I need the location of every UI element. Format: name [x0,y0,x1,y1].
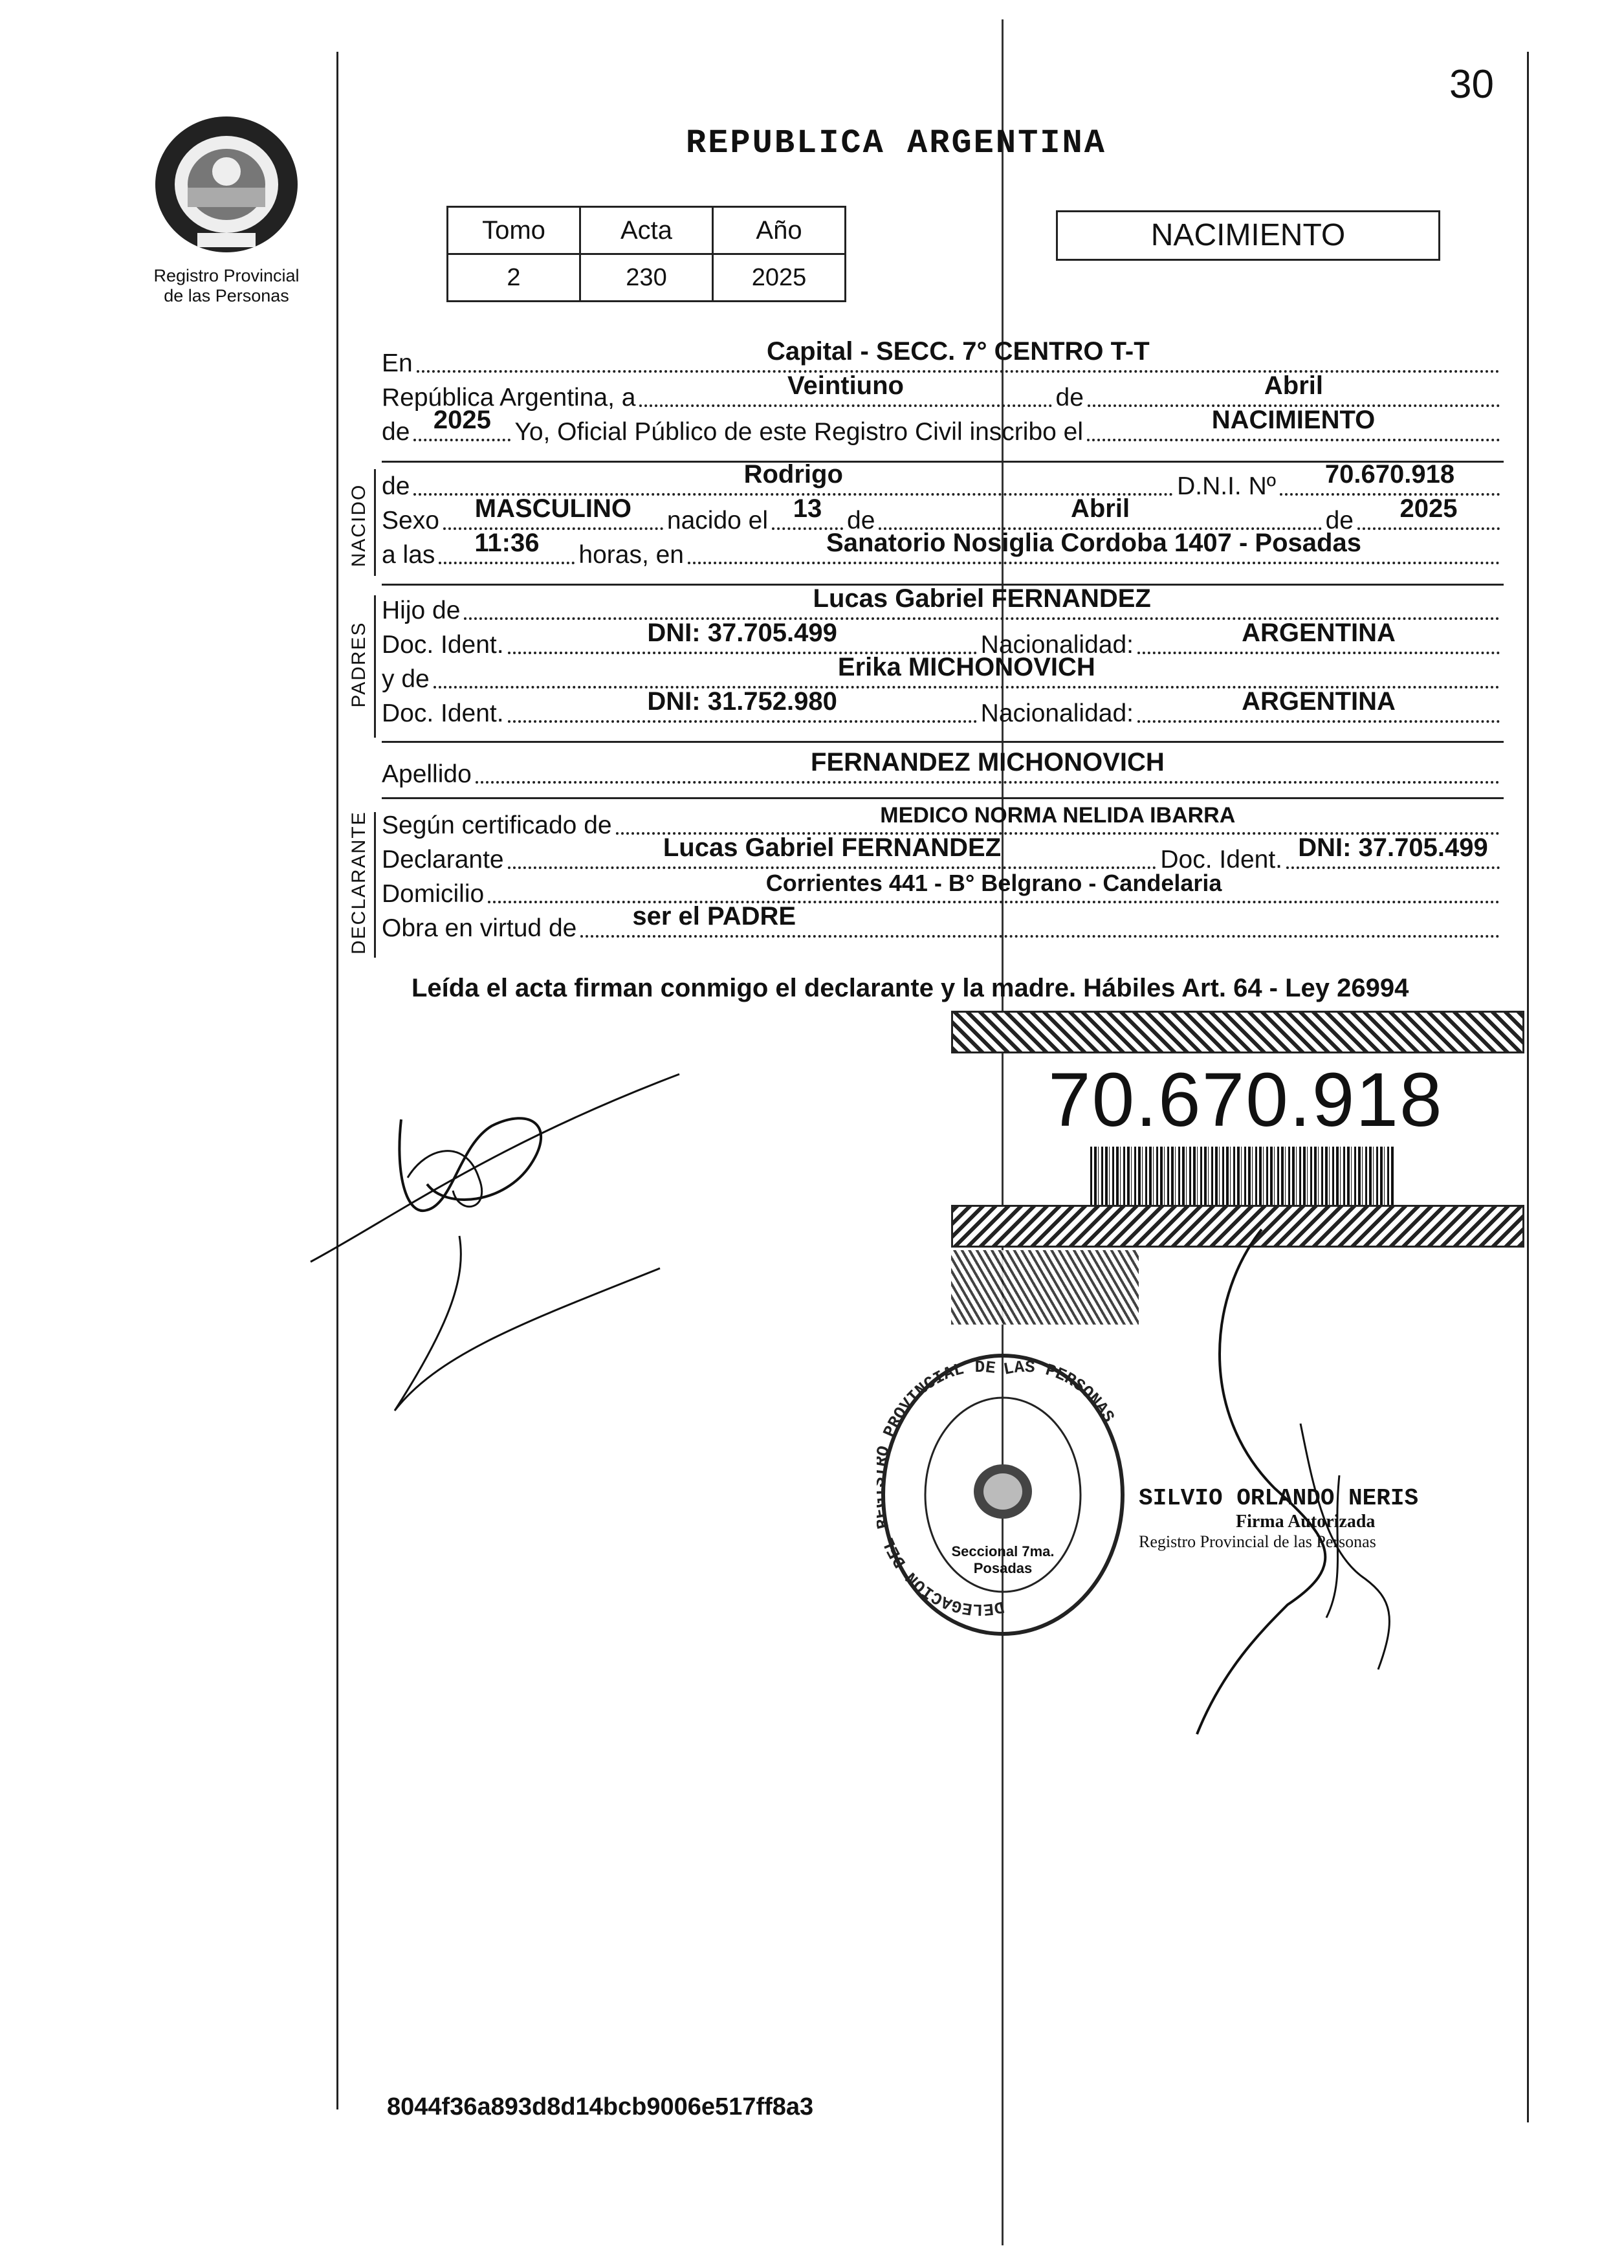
father-nac-label: Nacionalidad: [980,631,1134,659]
event-value: NACIMIENTO [1211,406,1376,434]
cert-value: MEDICO NORMA NELIDA IBARRA [880,803,1236,828]
mother-doc-label: Doc. Ident. [382,699,504,727]
mother-nac-value: ARGENTINA [1242,687,1396,716]
table-value-ano: 2025 [713,254,846,302]
section-label-declarante: DECLARANTE [348,811,369,954]
declarante-bracket [374,812,376,958]
logo-caption-line2: de las Personas [164,286,289,305]
de-label: de [1055,384,1084,412]
dni-value: 70.670.918 [1324,460,1455,489]
table-header-acta: Acta [580,207,713,254]
sticker-pattern-top [951,1011,1524,1053]
sexo-label: Sexo [382,507,439,534]
logo [129,110,324,306]
place-value: Capital - SECC. 7° CENTRO T-T [767,337,1150,366]
official-stamp [877,1349,1129,1640]
intro-line-oficial [382,406,1504,446]
barcode-icon [1090,1147,1394,1208]
padres-line-mother-doc [382,687,1504,728]
en-label: En [382,349,413,377]
birth-year-value: 2025 [1399,494,1458,523]
father-doc-label: Doc. Ident. [382,631,504,659]
dni-label: D.N.I. Nº [1177,472,1276,500]
table-header-tomo: Tomo [448,207,580,254]
sexo-value: MASCULINO [474,494,632,523]
father-nac-value: ARGENTINA [1242,619,1396,647]
obra-label: Obra en virtud de [382,914,577,942]
name-value: Rodrigo [743,460,843,489]
declarante-line-name [382,833,1504,874]
yde-label: y de [382,665,430,693]
table-value-acta: 230 [580,254,713,302]
document-hash: 8044f36a893d8d14bcb9006e517ff8a3 [387,2093,814,2120]
cert-label: Según certificado de [382,811,612,839]
nacido-el-label: nacido el [666,507,769,534]
signatory-office: Registro Provincial de las Personas [1139,1532,1376,1551]
signatory-role: Firma Autorizada [1236,1512,1376,1532]
oficial-text: Yo, Oficial Público de este Registro Civil inscribo el [514,418,1084,446]
horas-label: horas, en [578,541,684,569]
father-doc-value: DNI: 37.705.499 [647,619,837,647]
day-value: Veintiuno [787,371,904,400]
mother-nac-label: Nacionalidad: [980,699,1134,727]
provincial-seal-icon [152,110,301,259]
apellido-label: Apellido [382,760,472,788]
signatory-block [1139,1485,1418,1552]
closing-text: Leída el acta firman conmigo el declarante y la madre. Hábiles Art. 64 - Ley 26994 [411,974,1409,1002]
alas-label: a las [382,541,435,569]
mother-value: Erika MICHONOVICH [837,653,1095,681]
logo-caption-line1: Registro Provincial [153,266,300,285]
decl-doc-value: DNI: 37.705.499 [1298,833,1488,862]
apellido-line [382,748,1504,789]
republica-label: República Argentina, a [382,384,636,412]
stamp-inner-text: Seccional 7ma. Posadas [951,1543,1055,1576]
record-table [446,206,846,302]
signatory-name: SILVIO ORLANDO NERIS [1139,1485,1419,1512]
time-value: 11:36 [474,529,540,557]
decl-doc-label: Doc. Ident. [1160,846,1282,874]
rule-4 [382,797,1504,799]
nacido-de-label: de [382,472,410,500]
sticker-pattern-tail [951,1250,1139,1325]
signature-declarante [298,1048,699,1449]
sticker-number: 70.670.918 [1048,1057,1443,1143]
obra-value: ser el PADRE [632,902,796,930]
mother-doc-value: DNI: 31.752.980 [647,687,837,716]
birth-day-value: 13 [793,494,822,523]
rule-3 [382,741,1504,743]
stamp-ring-text: DELEGACION DEL PROVINCIAL DE LAS PERSONAS [879,1357,1119,1620]
nacido-line-time [382,529,1504,569]
decl-name-value: Lucas Gabriel FERNANDEZ [663,833,1002,862]
right-margin-line [1527,52,1529,2122]
declarante-line-domicilio [382,870,1504,908]
birth-month-value: Abril [1070,494,1130,523]
apellido-value: FERNANDEZ MICHONOVICH [811,748,1165,776]
decl-label: Declarante [382,846,504,874]
birth-place-value: Sanatorio Nosiglia Cordoba 1407 - Posadas [826,529,1361,557]
table-header-ano: Año [713,207,846,254]
year-value: 2025 [433,406,491,434]
de2-label: de [382,418,410,446]
hijo-label: Hijo de [382,597,461,624]
page-number: 30 [1449,62,1494,107]
doc-type-box: NACIMIENTO [1056,210,1440,261]
table-value-tomo: 2 [448,254,580,302]
padres-bracket [374,595,376,738]
dom-label: Domicilio [382,880,485,908]
nacido-de-label3: de [1325,507,1354,534]
domicilio-value: Corrientes 441 - B° Belgrano - Candelaria [765,870,1222,896]
section-label-padres: PADRES [348,621,369,708]
page-title: REPUBLICA ARGENTINA [686,124,1106,162]
coat-of-arms-icon [971,1459,1035,1524]
intro-line-en [382,337,1504,378]
section-label-nacido: NACIDO [348,483,369,567]
nacido-de-label2: de [847,507,875,534]
nacido-bracket [374,469,376,576]
declarante-line-obra [382,902,1504,943]
father-value: Lucas Gabriel FERNANDEZ [813,584,1151,613]
month-value: Abril [1264,371,1324,400]
